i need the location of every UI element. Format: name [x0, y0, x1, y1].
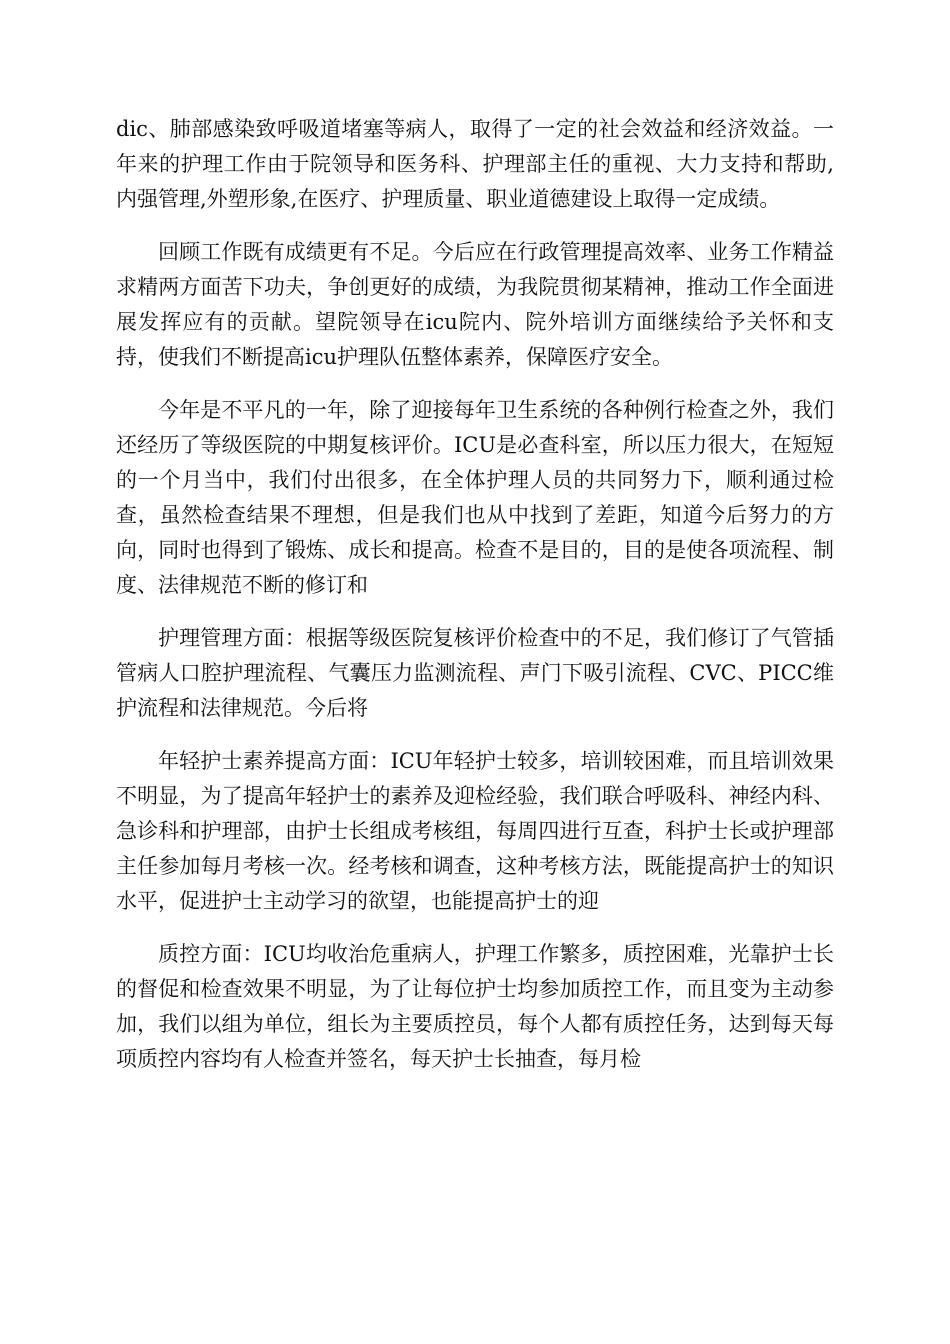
document-body [116, 112, 834, 1095]
paragraph-quality-control: 质控方面：ICU均收治危重病人，护理工作繁多，质控困难，光靠护士长的督促和检查效果不明显，为了让每位护士均参加质控工作，而且变为主动参加，我们以组为单位，组长为主要质控员，每个人都有质控任务，达到每天每项质控内容均有人检查并签名，每天护士长抽查，每月检 [116, 942, 834, 1071]
paragraph-continuation: dic、肺部感染致呼吸道堵塞等病人，取得了一定的社会效益和经济效益。一年来的护理工作由于院领导和医务科、护理部主任的重视、大力支持和帮助,内强管理,外塑形象,在医疗、护理质量、职业道德建设上取得一定成绩。 [116, 117, 834, 211]
paragraph-young-nurses: 年轻护士素养提高方面：ICU年轻护士较多，培训较困难，而且培训效果不明显，为了提高年轻护士的素养及迎检经验，我们联合呼吸科、神经内科、急诊科和护理部，由护士长组成考核组，每周四进行互查，科护士长或护理部主任参加每月考核一次。经考核和调查，这种考核方法，既能提高护士的知识水平，促进护士主动学习的欲望，也能提高护士的迎 [116, 749, 834, 913]
paragraph-nursing-management: 护理管理方面：根据等级医院复核评价检查中的不足，我们修订了气管插管病人口腔护理流程、气囊压力监测流程、声门下吸引流程、CVC、PICC维护流程和法律规范。今后将 [116, 626, 834, 720]
paragraph-inspection: 今年是不平凡的一年，除了迎接每年卫生系统的各种例行检查之外，我们还经历了等级医院的中期复核评价。ICU是必查科室，所以压力很大，在短短的一个月当中，我们付出很多，在全体护理人员的共同努力下，顺利通过检查，虽然检查结果不理想，但是我们也从中找到了差距，知道今后努力的方向，同时也得到了锻炼、成长和提高。检查不是目的，目的是使各项流程、制度、法律规范不断的修订和 [116, 398, 834, 597]
paragraph-review: 回顾工作既有成绩更有不足。今后应在行政管理提高效率、业务工作精益求精两方面苦下功夫，争创更好的成绩，为我院贯彻某精神，推动工作全面进展发挥应有的贡献。望院领导在icu院内、院外培训方面继续给予关怀和支持，使我们不断提高icu护理队伍整体素养，保障医疗安全。 [116, 240, 834, 369]
